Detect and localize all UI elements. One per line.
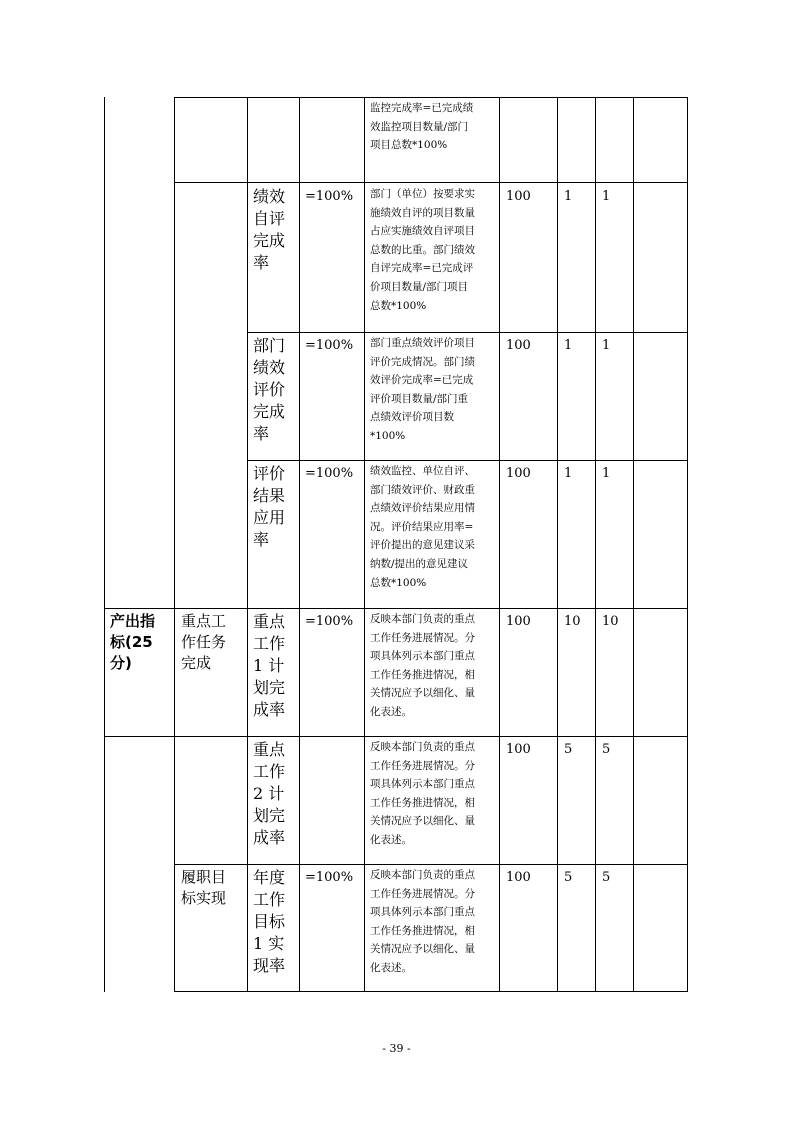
table-row-line [104, 608, 688, 609]
table-row-line [247, 460, 688, 461]
table-col-line [247, 97, 248, 992]
weight-cell: 100 [506, 742, 531, 757]
weight-cell: 100 [506, 466, 531, 481]
table-col-line [174, 97, 175, 992]
page-number: - 39 - [382, 1042, 411, 1055]
actual-score-cell: 5 [602, 742, 611, 757]
score-cell: 1 [564, 189, 573, 204]
table-row-line [104, 736, 688, 737]
table-col-line [557, 97, 558, 992]
indicator-cell: 年度 工作 目标 1 实 现率 [253, 868, 286, 975]
table-col-line [499, 97, 500, 992]
actual-score-cell: 1 [602, 466, 611, 481]
table-row-line [247, 332, 688, 333]
description-cell: 反映本部门负责的重点 工作任务进展情况。分 项具体列示本部门重点 工作任务推进情况，相 关情况应予以细化、量 化表述。 [370, 741, 475, 846]
weight-cell: 100 [506, 189, 531, 204]
level2-indicator-cell: 重点工 作任务 完成 [181, 612, 227, 672]
description-cell: 绩效监控、单位自评、 部门绩效评价、财政重 点绩效评价结果应用情 况。评价结果应用率= 评价提出的意见建议采 纳数/提出的意见建议 总数*100% [370, 465, 475, 589]
table-col-line [364, 97, 365, 992]
weight-cell: 100 [506, 614, 531, 629]
target-cell: =100% [305, 614, 354, 629]
target-cell: =100% [305, 870, 354, 885]
level2-indicator-cell: 履职目 标实现 [181, 868, 227, 907]
actual-score-cell: 5 [602, 870, 611, 885]
table-col-line [299, 97, 300, 992]
score-cell: 10 [564, 614, 581, 629]
indicator-cell: 评价 结果 应用 率 [253, 464, 286, 549]
table-border-top [174, 97, 688, 98]
description-cell: 部门（单位）按要求实 施绩效自评的项目数量 占应实施绩效自评项目 总数的比重。部门绩效 自评完成率=已完成评 价项目数量/部门项目 总数*100% [370, 188, 475, 312]
indicator-cell: 重点 工作 2 计 划完 成率 [253, 740, 286, 847]
actual-score-cell: 1 [602, 338, 611, 353]
actual-score-cell: 10 [602, 614, 619, 629]
table-border-bottom [174, 991, 688, 992]
target-cell: =100% [305, 466, 354, 481]
table-row-line [174, 864, 688, 865]
description-cell: 反映本部门负责的重点 工作任务进展情况。分 项具体列示本部门重点 工作任务推进情况，相 关情况应予以细化、量 化表述。 [370, 869, 475, 974]
indicator-cell: 绩效 自评 完成 率 [253, 187, 286, 272]
score-cell: 5 [564, 742, 573, 757]
target-cell: =100% [305, 189, 354, 204]
table-row-line [174, 182, 688, 183]
score-cell: 1 [564, 466, 573, 481]
level1-indicator-cell: 产出指 标(25 分) [110, 612, 156, 672]
description-cell: 反映本部门负责的重点 工作任务进展情况。分 项具体列示本部门重点 工作任务推进情况，相 关情况应予以细化、量 化表述。 [370, 613, 475, 718]
indicator-cell: 部门 绩效 评价 完成 率 [253, 336, 286, 443]
table-col-line [595, 97, 596, 992]
target-cell: =100% [305, 338, 354, 353]
score-cell: 1 [564, 338, 573, 353]
score-cell: 5 [564, 870, 573, 885]
table-border-right [687, 97, 688, 992]
weight-cell: 100 [506, 870, 531, 885]
table-border-left [104, 97, 105, 992]
description-cell: 部门重点绩效评价项目 评价完成情况。部门绩 效评价完成率=已完成 评价项目数量/部门重 点绩效评价项目数 *100% [370, 337, 475, 442]
table-col-line [633, 97, 634, 992]
actual-score-cell: 1 [602, 189, 611, 204]
weight-cell: 100 [506, 338, 531, 353]
indicator-cell: 重点 工作 1 计 划完 成率 [253, 612, 286, 719]
description-cell: 监控完成率=已完成绩 效监控项目数量/部门 项目总数*100% [370, 102, 474, 152]
